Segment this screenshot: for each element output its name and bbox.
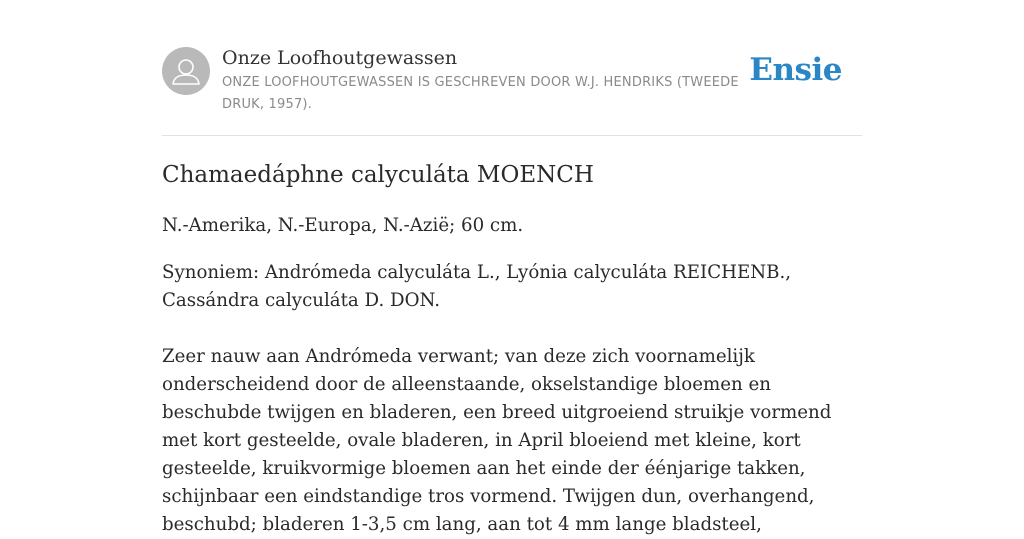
entry-distribution: N.-Amerika, N.-Europa, N.-Azië; 60 cm. (162, 215, 524, 236)
book-title-link[interactable]: Onze Loofhoutgewassen (222, 47, 458, 69)
user-silhouette-icon (162, 47, 210, 95)
entry-title: Chamaedáphne calyculáta MOENCH (162, 162, 594, 188)
avatar[interactable] (162, 47, 210, 95)
entry-description: Zeer nauw aan Andrómeda verwant; van deze zich voornamelijk onderscheidend door de alleenstaande, okselstandige bloemen en beschubde twijgen en bladeren, een breed uitgroeiend struikje vormend met kort gesteelde, ovale bladeren, in April bloeiend met kleine, kort gesteelde, kruikvormige bloemen aan het einde der éénjarige takken, schijnbaar een eindstandige tros vormend. Twijgen dun, overhangend, beschubd; bladeren 1-3,5 cm lang, aan tot 4 mm lange bladsteel, (162, 346, 832, 535)
source-header (162, 46, 862, 136)
book-description: ONZE LOOFHOUTGEWASSEN IS GESCHREVEN DOOR W.J. HENDRIKS (TWEEDE DRUK, 1957). (222, 75, 739, 112)
header-divider (162, 135, 862, 136)
ensie-logo[interactable]: Ensie (749, 52, 842, 88)
page (162, 0, 862, 535)
entry-synonyms: Synoniem: Andrómeda calyculáta L., Lyónia calyculáta REICHENB., Cassándra calyculáta D. DON. (162, 262, 792, 311)
